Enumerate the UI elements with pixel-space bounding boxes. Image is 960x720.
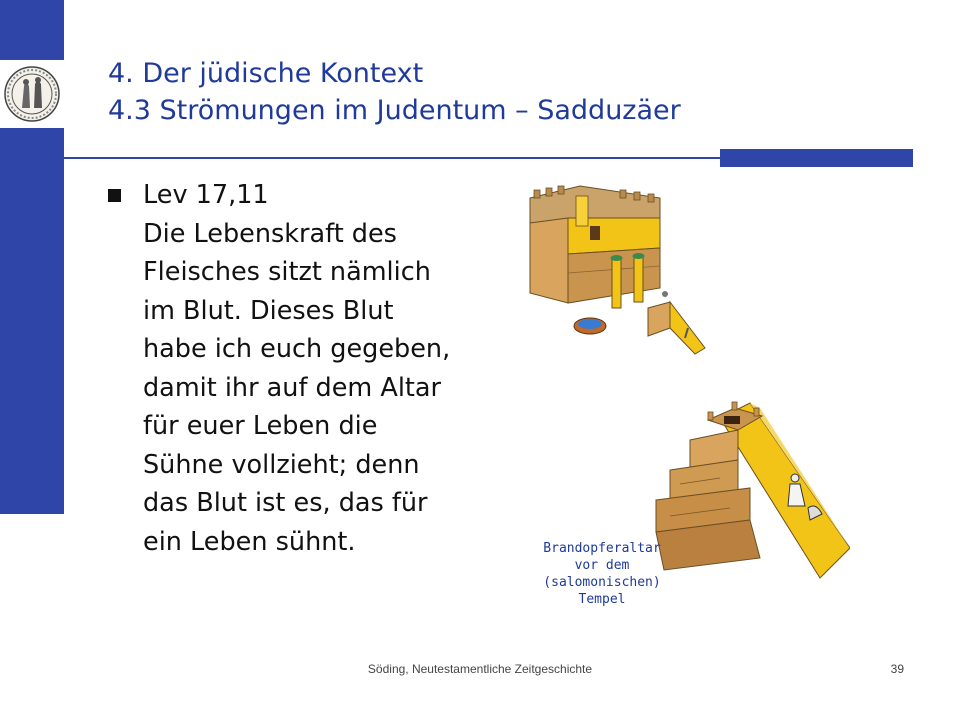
image-caption <box>522 540 682 608</box>
caption-line: Tempel <box>578 592 626 607</box>
bullet-square-icon <box>108 189 121 202</box>
page-number: 39 <box>890 662 904 676</box>
body-line: Fleisches sitzt nämlich <box>143 257 431 287</box>
university-seal <box>0 60 64 128</box>
temple-illustration <box>520 178 720 358</box>
body-line: Lev 17,11 <box>143 180 269 210</box>
caption-line: vor dem <box>574 558 630 573</box>
body-line: Sühne vollzieht; denn <box>143 449 420 480</box>
body-line: damit ihr auf dem Altar <box>143 372 442 403</box>
body-line: das Blut ist es, das für <box>143 488 428 518</box>
body-line: im Blut. Dieses Blut <box>143 295 394 326</box>
body-line: für euer Leben die <box>143 411 378 441</box>
title-line-2: 4.3 Strömungen im Judentum – Sadduzäer <box>108 95 681 126</box>
slide-title <box>108 55 828 129</box>
title-divider-block <box>720 149 913 167</box>
body-line: Die Lebenskraft des <box>143 218 397 249</box>
bullet-lines <box>143 176 450 561</box>
title-line-1: 4. Der jüdische Kontext <box>108 58 424 89</box>
footer-text: Söding, Neutestamentliche Zeitgeschichte <box>367 662 593 676</box>
title-divider <box>64 157 720 159</box>
caption-line: (salomonischen) <box>543 575 661 590</box>
caption-line: Brandopferaltar <box>543 541 661 556</box>
university-seal-icon <box>2 62 62 126</box>
body-line: habe ich euch gegeben, <box>143 334 451 364</box>
body-line: ein Leben sühnt. <box>143 526 356 557</box>
